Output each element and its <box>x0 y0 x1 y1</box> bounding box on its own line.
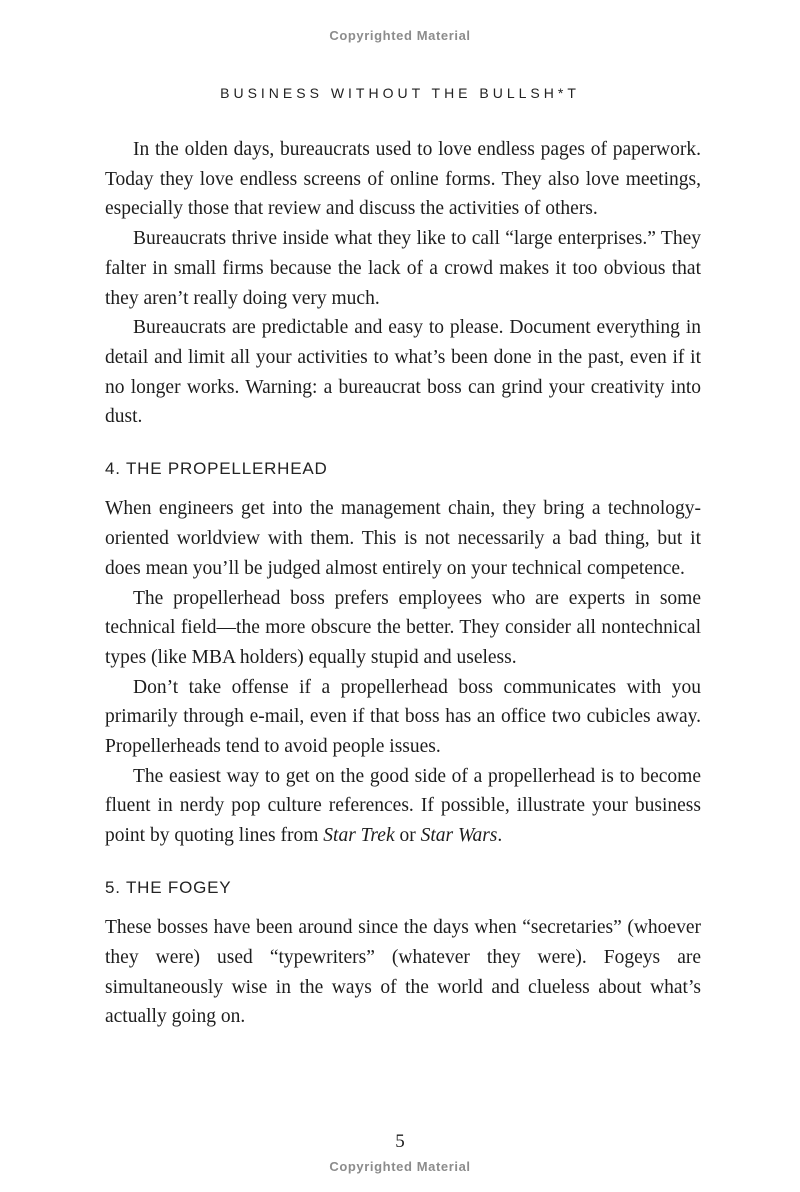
paragraph <box>105 762 701 851</box>
italic-book-title: Star Trek <box>323 825 395 847</box>
page-number: 5 <box>395 1131 405 1152</box>
running-header: BUSINESS WITHOUT THE BULLSH*T <box>220 85 580 101</box>
section-heading-propellerhead: 4. THE PROPELLERHEAD <box>105 459 328 479</box>
paragraph-text: . <box>497 825 503 847</box>
copyright-notice-bottom: Copyrighted Material <box>329 1159 471 1174</box>
paragraph: Bureaucrats are predictable and easy to please. Document everything in detail and limit all your activities to what’s been done in the past, even if it no longer works. Warning: a bureaucrat boss can grind your creativity into dust. <box>105 317 701 428</box>
paragraph: The propellerhead boss prefers employees who are experts in some technical field—the more obscure the better. They consider all nontechnical types (like MBA holders) equally stupid and useless. <box>105 587 701 668</box>
paragraph: In the olden days, bureaucrats used to love endless pages of paperwork. Today they love endless screens of online forms. They also love meetings, especially those that review and discuss the activities of others. <box>105 139 701 220</box>
section-heading-fogey: 5. THE FOGEY <box>105 877 232 897</box>
paragraph-text: The easiest way to get on the good side of a propellerhead is to become fluent in nerdy pop culture references. If possible, illustrate your business point by quoting lines from <box>105 765 701 847</box>
paragraph-text: or <box>394 825 421 847</box>
italic-book-title: Star Wars <box>420 825 498 847</box>
body-text-block <box>105 135 701 1032</box>
page-footer <box>0 1131 800 1174</box>
paragraph: These bosses have been around since the days when “secretaries” (whoever they were) used “typewriters” (whatever they were). Fogeys are simultaneously wise in the ways of the world and clueless about what’s actually going on. <box>105 917 701 1028</box>
copyright-notice-top: Copyrighted Material <box>329 28 471 43</box>
paragraph: Don’t take offense if a propellerhead boss communicates with you primarily through e-mail, even if that boss has an office two cubicles away. Propellerheads tend to avoid people issues. <box>105 676 701 758</box>
paragraph: When engineers get into the management chain, they bring a technology-oriented worldview with them. This is not necessarily a bad thing, but it does mean you’ll be judged almost entirely on your technical competence. <box>105 498 701 579</box>
paragraph: Bureaucrats thrive inside what they like to call “large enterprises.” They falter in small firms because the lack of a crowd makes it too obvious that they aren’t really doing very much. <box>105 228 701 309</box>
